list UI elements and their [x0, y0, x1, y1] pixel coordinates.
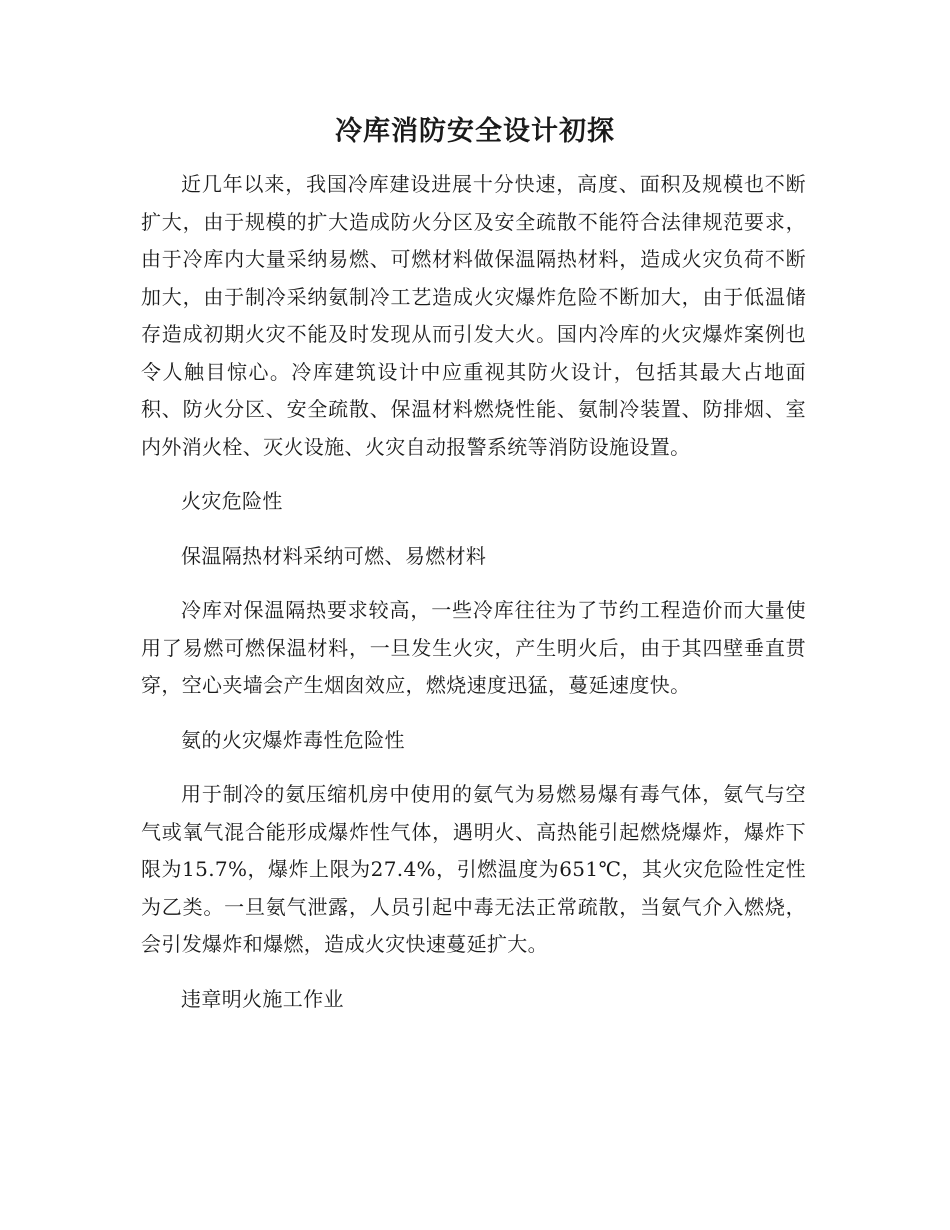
section-heading-fire-hazard: 火灾危险性	[181, 489, 283, 513]
spacer	[141, 466, 806, 483]
section-heading-open-flame: 违章明火施工作业	[181, 986, 344, 1011]
spacer	[141, 705, 806, 722]
section-heading-insulation: 保温隔热材料采纳可燃、易燃材料	[181, 543, 487, 568]
intro-paragraph: 近几年以来，我国冷库建设进展十分快速，高度、面积及规模也不断扩大，由于规模的扩大造成防火分区及安全疏散不能符合法律规范要求，由于冷库内大量采纳易燃、可燃材料做保温隔热材料，造成火灾负荷不断加大，由于制冷采纳氨制冷工艺造成火灾爆炸危险不断加大，由于低温储存造成初期火灾不能及时发现从而引发大火。国内冷库的火灾爆炸案例也令人触目惊心。冷库建筑设计中应重视其防火设计，包括其最大占地面积、防火分区、安全疏散、保温材料燃烧性能、氨制冷装置、防排烟、室内外消火栓、灭火设施、火灾自动报警系统等消防设施设置。	[141, 172, 806, 459]
spacer	[141, 759, 806, 776]
spacer	[141, 964, 806, 981]
document-body	[141, 166, 806, 1018]
ammonia-paragraph: 用于制冷的氨压缩机房中使用的氨气为易燃易爆有毒气体，氨气与空气或氧气混合能形成爆炸性气体，遇明火、高热能引起燃烧爆炸，爆炸下限为15.7%，爆炸上限为27.4%，引燃温度为651℃，其火灾危险性定性为乙类。一旦氨气泄露，人员引起中毒无法正常疏散，当氨气介入燃烧，会引发爆炸和爆燃，造成火灾快速蔓延扩大。	[141, 782, 806, 956]
spacer	[141, 521, 806, 538]
section-heading-ammonia: 氨的火灾爆炸毒性危险性	[181, 727, 405, 752]
spacer	[141, 575, 806, 592]
document-title: 冷库消防安全设计初探	[335, 116, 615, 147]
insulation-paragraph: 冷库对保温隔热要求较高，一些冷库往往为了节约工程造价而大量使用了易燃可燃保温材料，一旦发生火灾，产生明火后，由于其四壁垂直贯穿，空心夹墙会产生烟囱效应，燃烧速度迅猛，蔓延速度快。	[141, 598, 806, 697]
